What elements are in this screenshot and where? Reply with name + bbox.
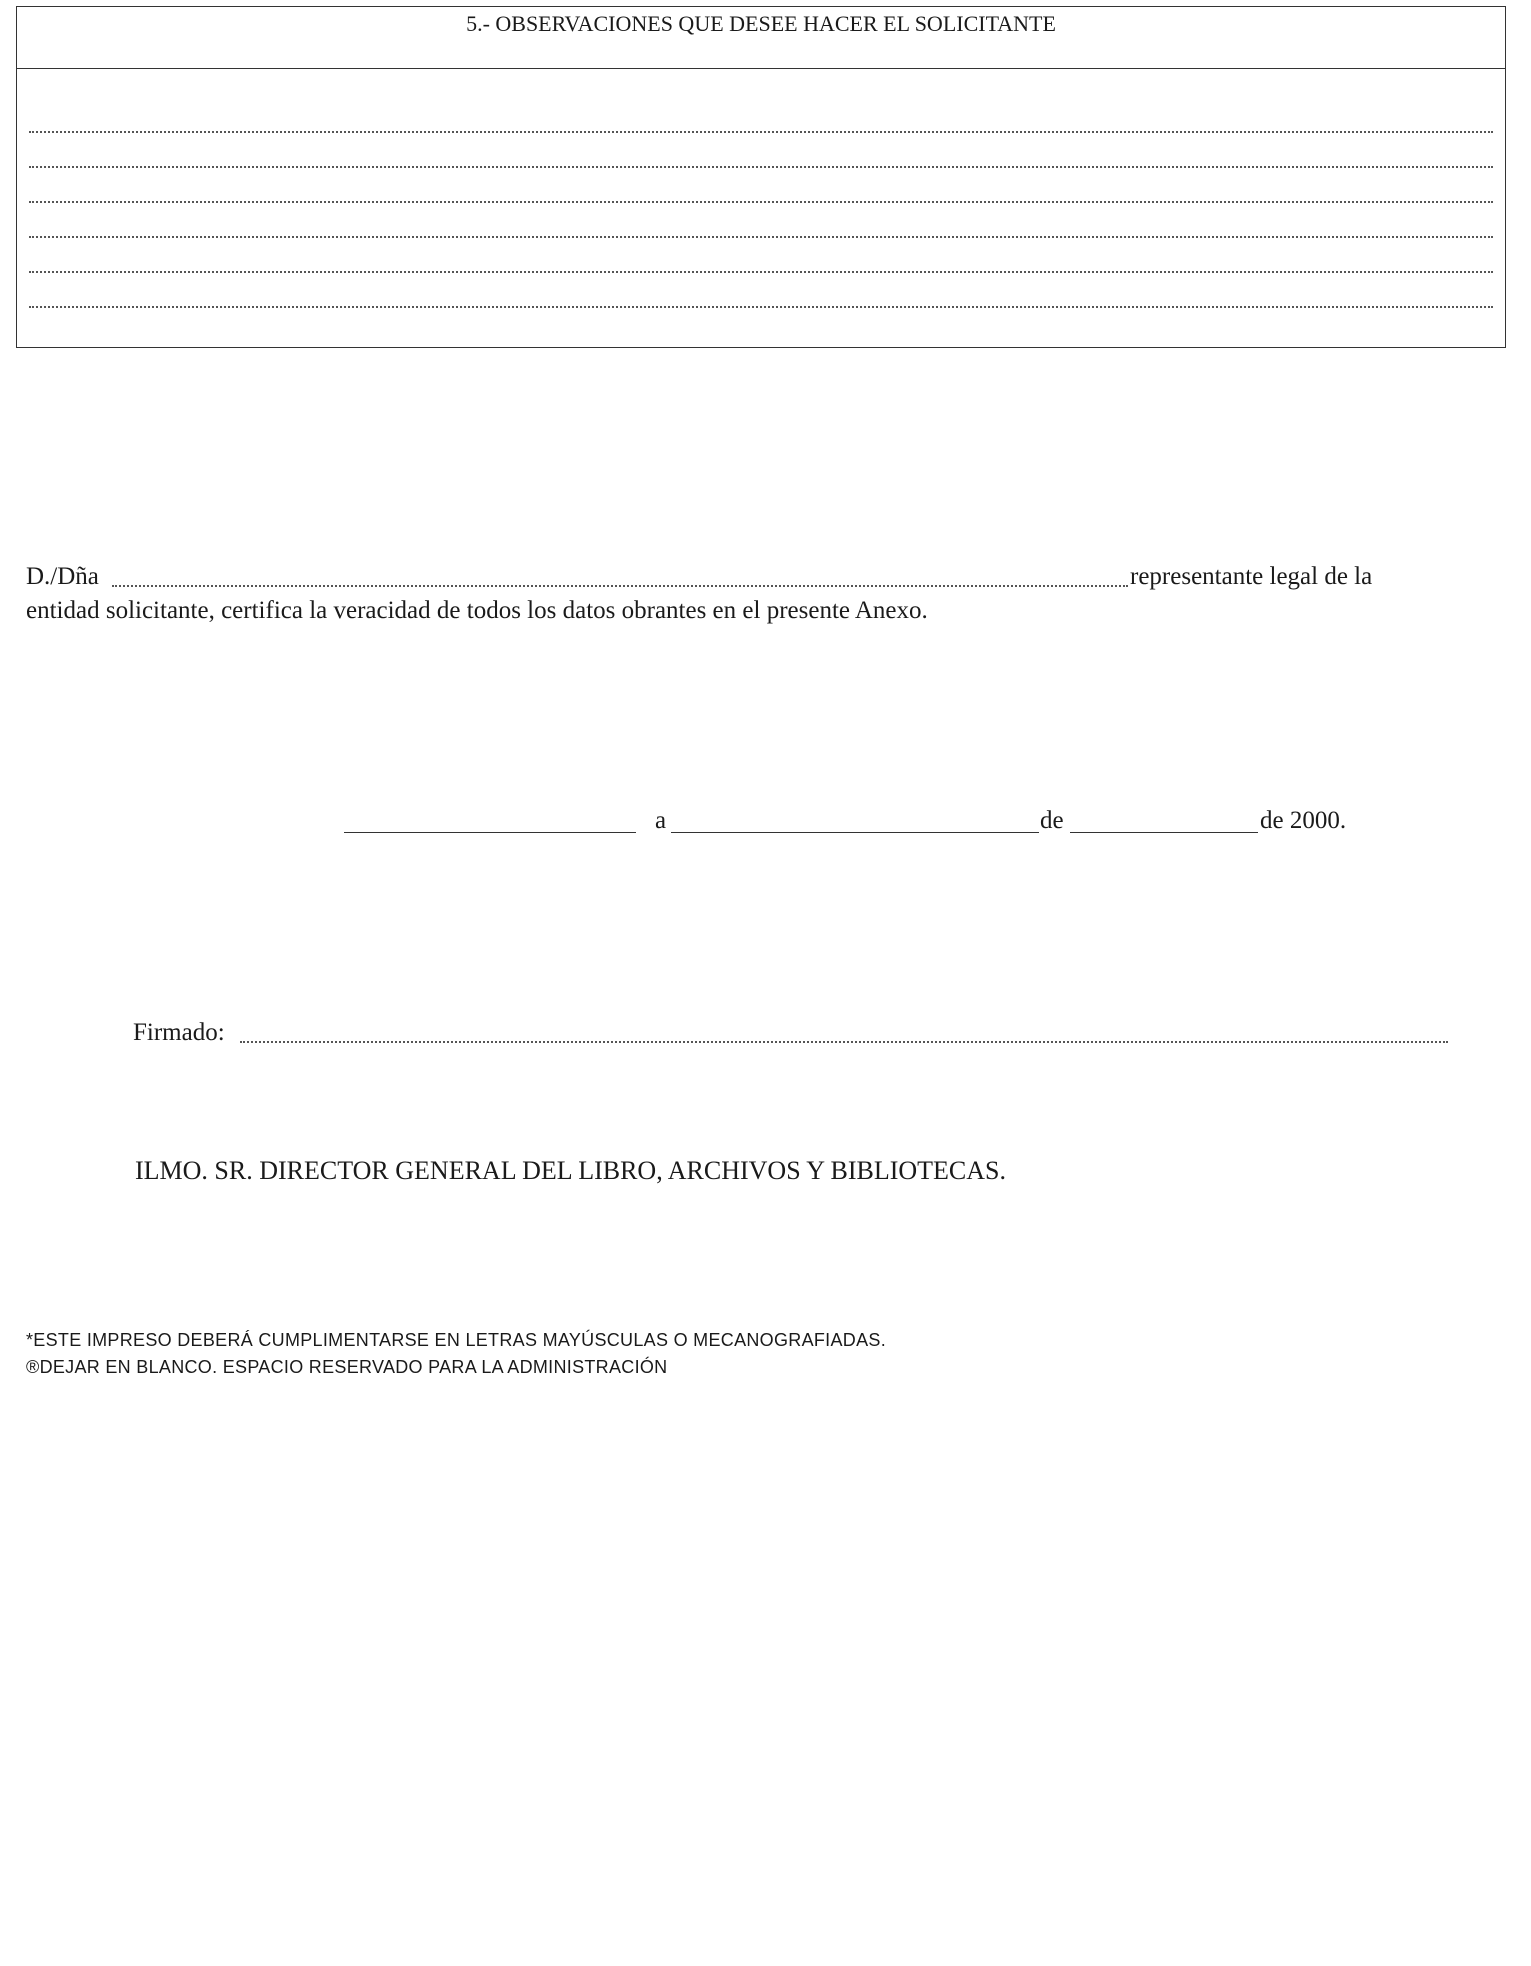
certification-suffix: representante legal de la	[1130, 563, 1373, 590]
day-field[interactable]	[671, 832, 1039, 833]
representative-name-field[interactable]	[112, 585, 1128, 587]
observations-section	[16, 6, 1506, 348]
footnote-reserved: ®DEJAR EN BLANCO. ESPACIO RESERVADO PARA LA ADMINISTRACIÓN	[26, 1357, 668, 1377]
date-year-label: de 2000.	[1260, 807, 1347, 834]
date-a-label: a	[655, 807, 667, 834]
observation-line-1[interactable]	[29, 131, 1493, 133]
observation-line-2[interactable]	[29, 166, 1493, 168]
observation-line-3[interactable]	[29, 201, 1493, 203]
observations-title: 5.- OBSERVACIONES QUE DESEE HACER EL SOLICITANTE	[17, 7, 1505, 69]
addressee: ILMO. SR. DIRECTOR GENERAL DEL LIBRO, ARCHIVOS Y BIBLIOTECAS.	[135, 1156, 1007, 1185]
observation-line-4[interactable]	[29, 236, 1493, 238]
date-de-label: de	[1040, 807, 1064, 834]
month-field[interactable]	[1070, 832, 1258, 833]
place-field[interactable]	[344, 832, 636, 833]
observation-line-6[interactable]	[29, 306, 1493, 308]
certification-line-2: entidad solicitante, certifica la veracidad de todos los datos obrantes en el presente Anexo.	[26, 597, 928, 624]
footnote-uppercase: *ESTE IMPRESO DEBERÁ CUMPLIMENTARSE EN LETRAS MAYÚSCULAS O MECANOGRAFIADAS.	[26, 1330, 886, 1350]
signature-label: Firmado:	[133, 1019, 225, 1046]
certification-prefix: D./Dña	[26, 563, 99, 590]
signature-field[interactable]	[240, 1041, 1448, 1043]
observation-line-5[interactable]	[29, 271, 1493, 273]
